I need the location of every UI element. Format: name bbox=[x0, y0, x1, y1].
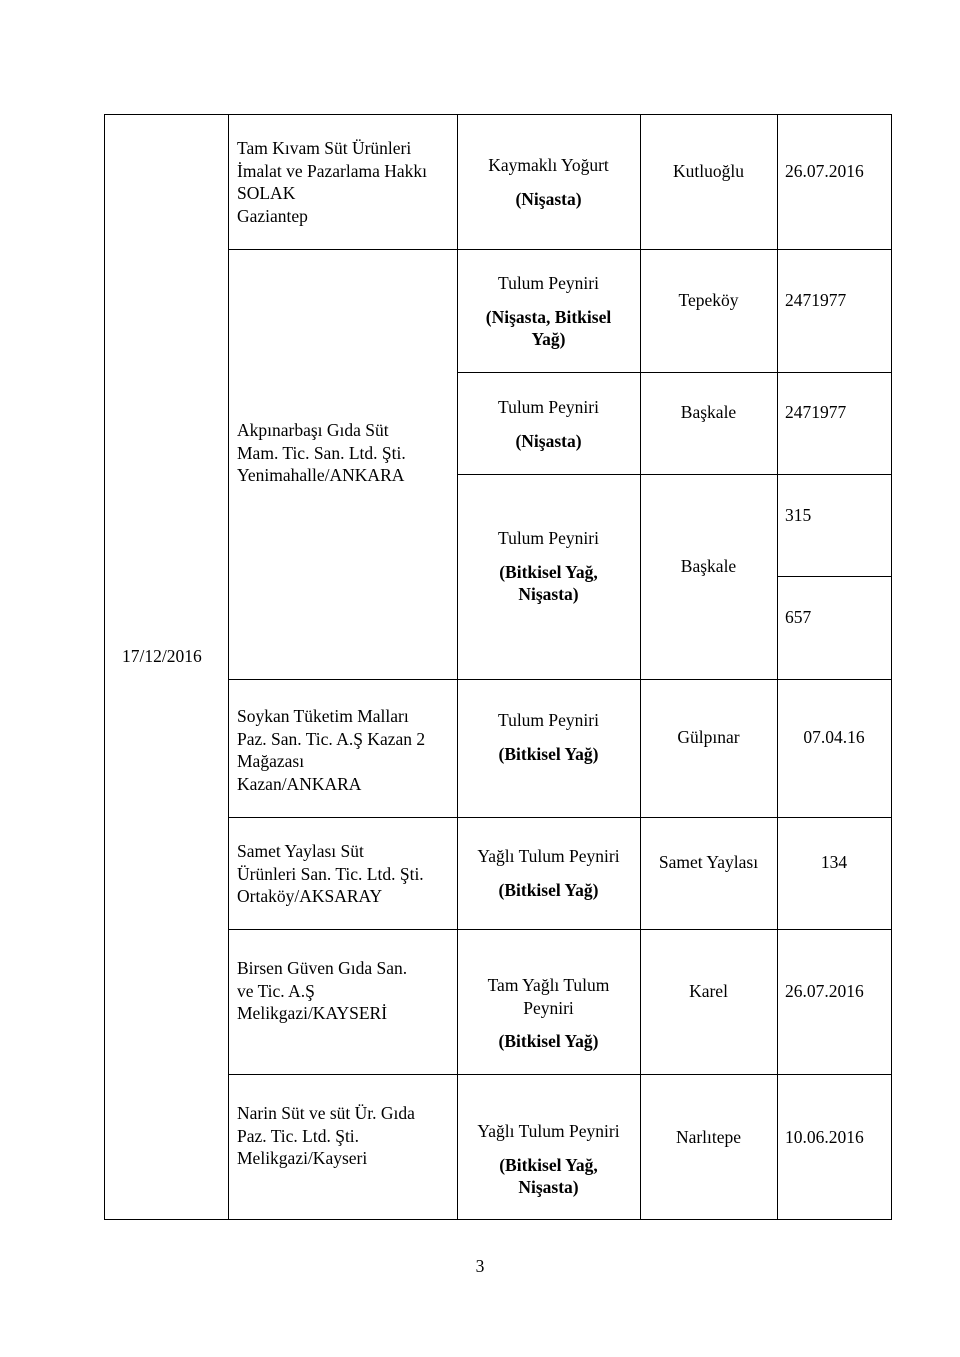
product-cell: Tulum Peyniri (Nişasta, Bitkisel Yağ) bbox=[485, 273, 612, 349]
page-number: 3 bbox=[475, 1256, 485, 1276]
company-cell: Birsen Güven Gıda San. ve Tic. A.Ş Melikgazi/KAYSERİ bbox=[237, 958, 408, 1023]
brand-cell: Kutluoğlu bbox=[673, 161, 744, 181]
brand-cell: Samet Yaylası bbox=[658, 852, 759, 872]
row-divider bbox=[228, 929, 891, 930]
company-cell: Akpınarbaşı Gıda Süt Mam. Tic. San. Ltd. Şti. Yenimahalle/ANKARA bbox=[237, 420, 406, 485]
row-divider bbox=[228, 679, 891, 680]
row-divider bbox=[228, 1074, 891, 1075]
lot-cell: 2471977 bbox=[785, 402, 847, 422]
brand-cell: Gülpınar bbox=[677, 727, 740, 747]
row-divider bbox=[228, 249, 891, 250]
lot-cell: 315 bbox=[785, 505, 812, 525]
lot-cell: 26.07.2016 bbox=[785, 981, 864, 1001]
product-cell: Tulum Peyniri (Bitkisel Yağ, Nişasta) bbox=[498, 528, 599, 604]
company-cell: Narin Süt ve süt Ür. Gıda Paz. Tic. Ltd. Şti. Melikgazi/Kayseri bbox=[237, 1103, 415, 1168]
brand-cell: Tepeköy bbox=[678, 290, 739, 310]
lot-cell: 134 bbox=[820, 852, 848, 872]
brand-cell: Karel bbox=[689, 981, 728, 1001]
product-cell: Tam Yağlı Tulum Peyniri (Bitkisel Yağ) bbox=[487, 975, 610, 1051]
row-divider bbox=[777, 576, 891, 577]
row-divider bbox=[228, 817, 891, 818]
product-cell: Yağlı Tulum Peyniri (Bitkisel Yağ) bbox=[477, 846, 620, 900]
product-cell: Yağlı Tulum Peyniri (Bitkisel Yağ, Nişasta) bbox=[477, 1121, 620, 1197]
company-cell: Samet Yaylası Süt Ürünleri San. Tic. Ltd. Şti. Ortaköy/AKSARAY bbox=[237, 841, 424, 906]
lot-cell: 10.06.2016 bbox=[785, 1127, 864, 1147]
brand-cell: Başkale bbox=[680, 556, 737, 576]
product-cell: Tulum Peyniri (Nişasta) bbox=[498, 397, 599, 451]
row-divider bbox=[457, 372, 891, 373]
lot-cell: 07.04.16 bbox=[803, 727, 865, 747]
company-cell: Tam Kıvam Süt Ürünleri İmalat ve Pazarlama Hakkı SOLAK Gaziantep bbox=[237, 138, 427, 226]
col-divider bbox=[228, 115, 229, 1219]
lot-cell: 2471977 bbox=[785, 290, 847, 310]
company-cell: Soykan Tüketim Malları Paz. San. Tic. A.Ş Kazan 2 Mağazası Kazan/ANKARA bbox=[237, 706, 426, 794]
lot-cell: 26.07.2016 bbox=[785, 161, 864, 181]
date-cell: 17/12/2016 bbox=[122, 646, 202, 666]
col-divider bbox=[640, 115, 641, 1219]
brand-cell: Başkale bbox=[680, 402, 737, 422]
product-cell: Tulum Peyniri (Bitkisel Yağ) bbox=[498, 710, 599, 764]
col-divider bbox=[777, 115, 778, 1219]
lot-cell: 657 bbox=[785, 607, 812, 627]
brand-cell: Narlıtepe bbox=[675, 1127, 742, 1147]
row-divider bbox=[457, 474, 891, 475]
product-cell: Kaymaklı Yoğurt (Nişasta) bbox=[488, 155, 609, 209]
